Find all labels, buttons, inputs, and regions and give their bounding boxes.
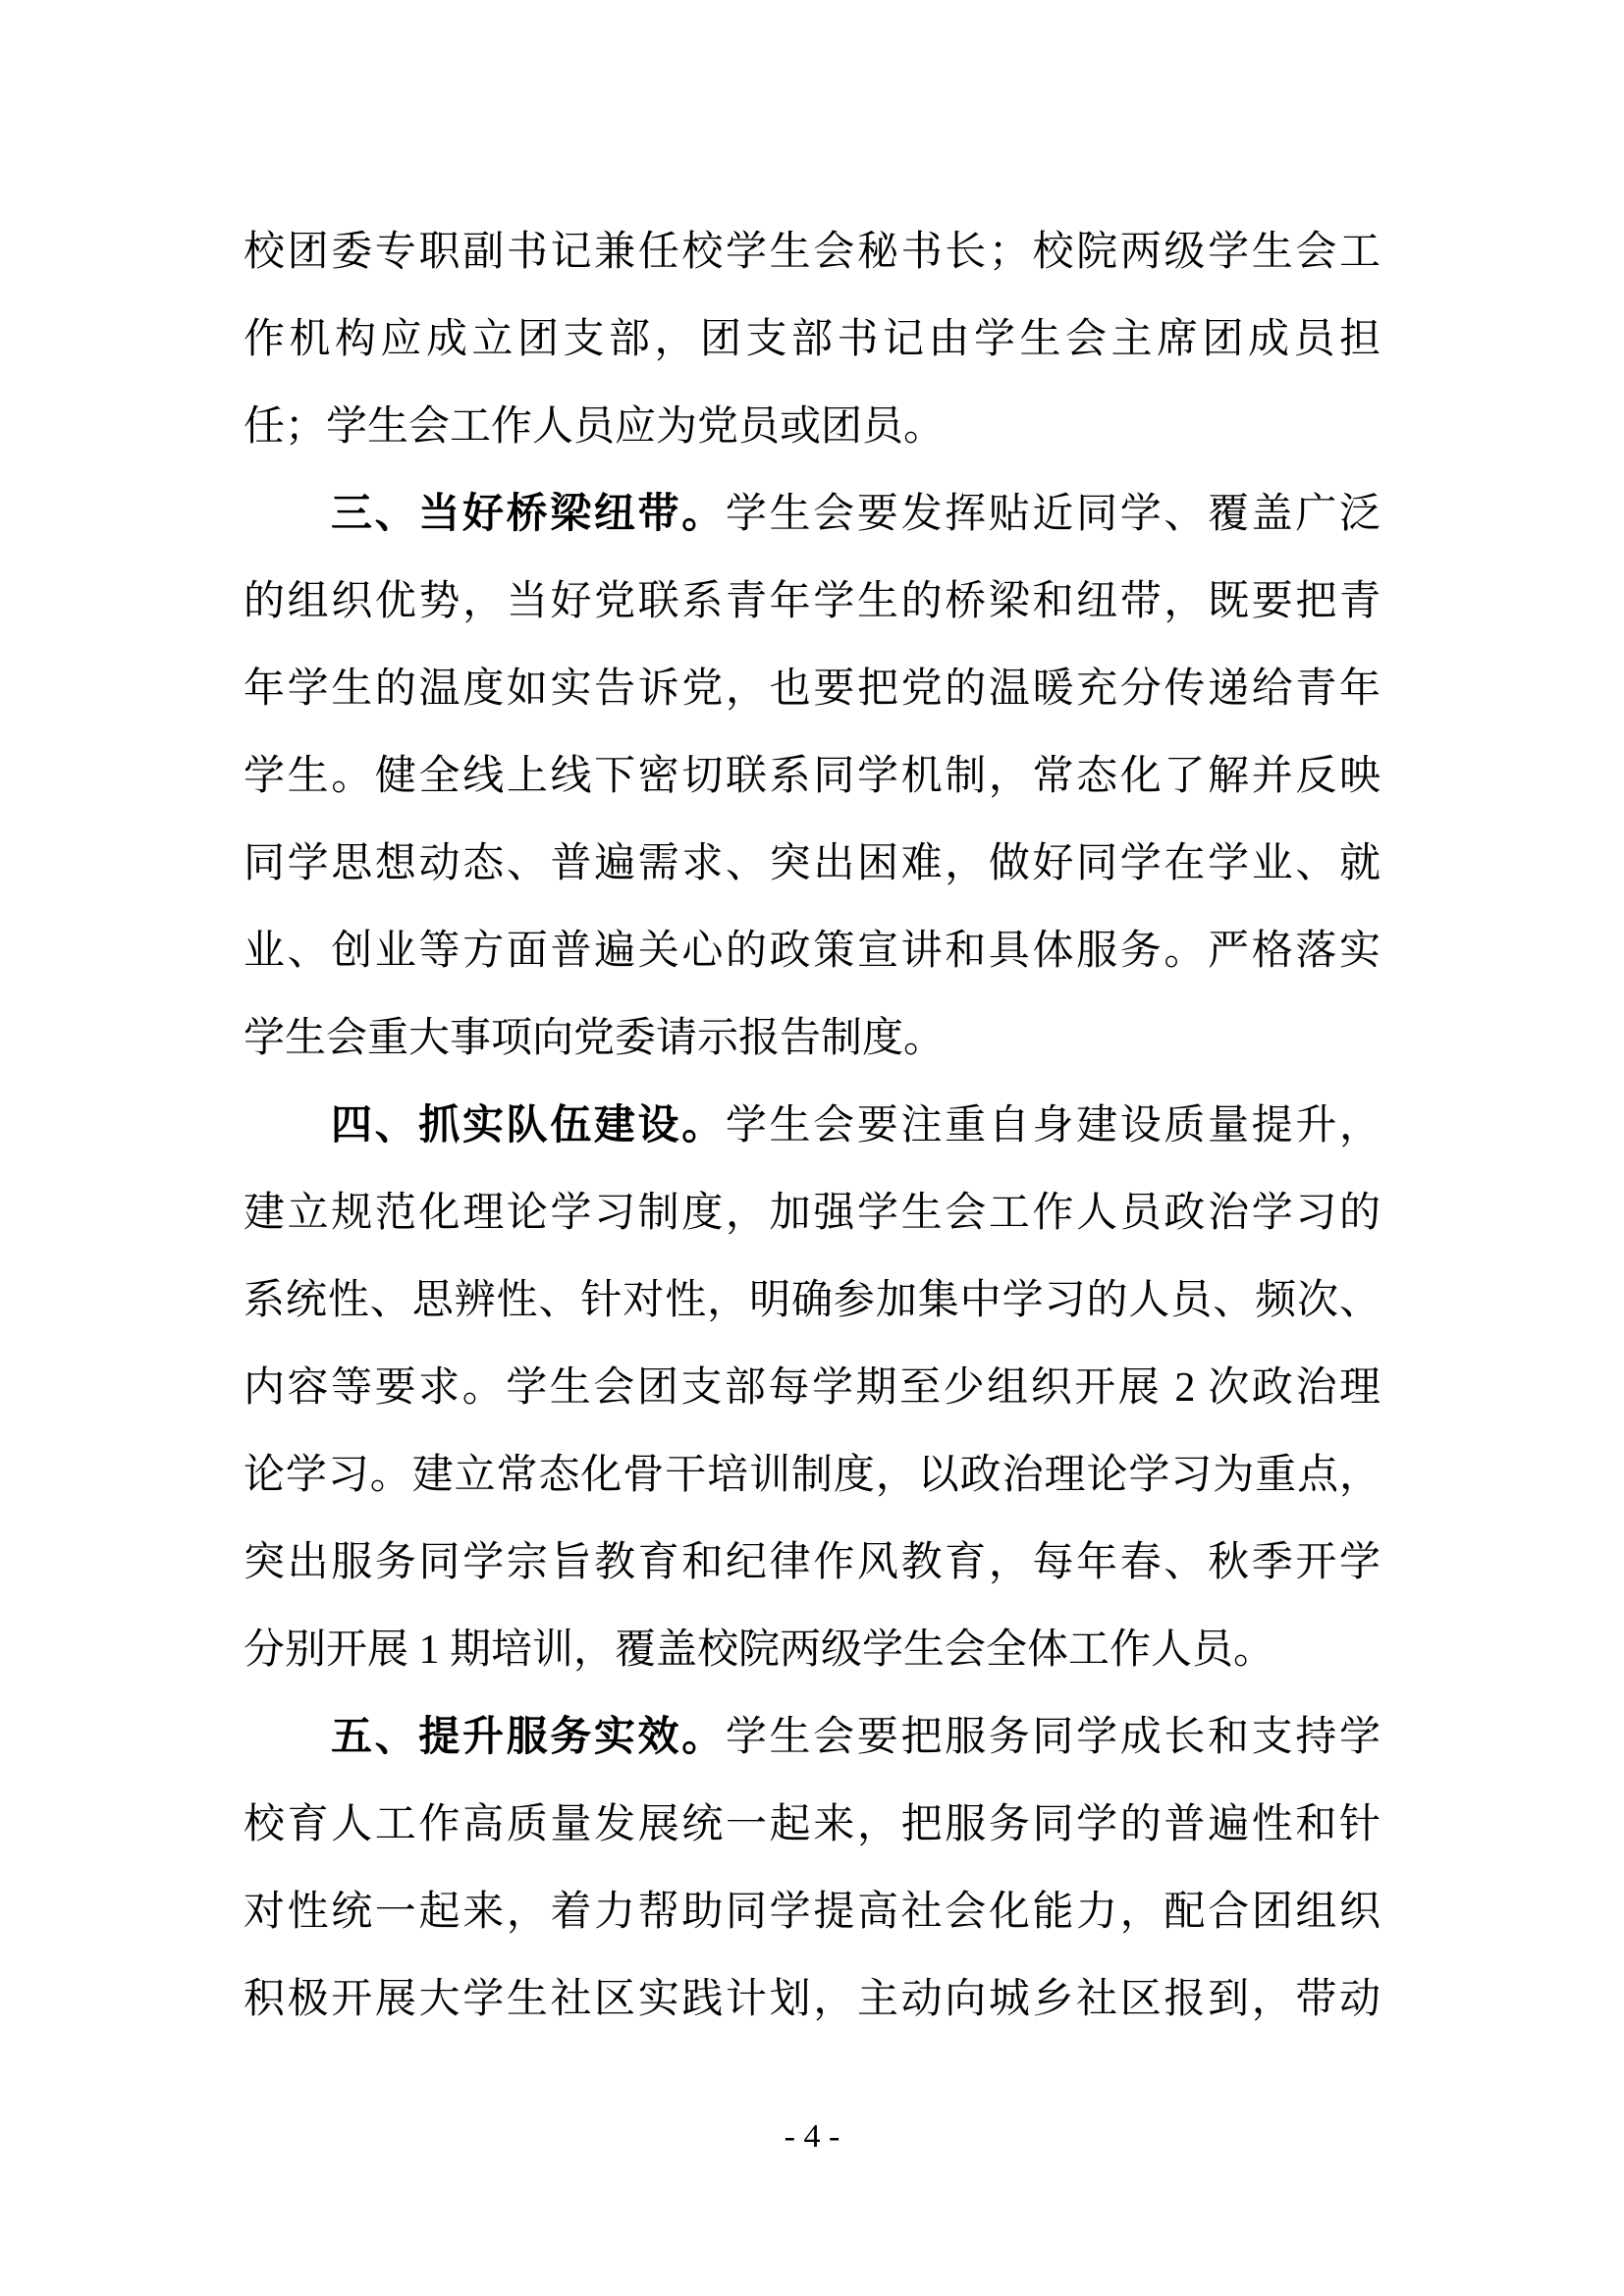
line-text: 论学习。建立常态化骨干培训制度，以政治理论学习为重点，: [244, 1453, 1380, 1498]
line-text: 对性统一起来，着力帮助同学提高社会化能力，配合团组织: [244, 1890, 1380, 1935]
section-heading: 四、抓实队伍建设。: [331, 1103, 726, 1148]
line-text: 学生会要把服务同学成长和支持学: [725, 1715, 1380, 1760]
body-line: [244, 995, 1380, 1083]
body-line: [244, 646, 1380, 733]
line-text: 业、创业等方面普遍关心的政策宣讲和具体服务。严格落实: [244, 929, 1380, 974]
body-line: [244, 384, 1380, 471]
section-heading: 三、当好桥梁纽带。: [331, 492, 726, 537]
body-line: [244, 1782, 1380, 1869]
body-line: [244, 1170, 1380, 1257]
body-line: [244, 559, 1380, 646]
line-text: 系统性、思辨性、针对性，明确参加集中学习的人员、频次、: [244, 1278, 1380, 1323]
line-text: 的组织优势，当好党联系青年学生的桥梁和纽带，既要把青: [244, 579, 1380, 624]
line-text: 建立规范化理论学习制度，加强学生会工作人员政治学习的: [244, 1191, 1380, 1236]
page-footer: [0, 2117, 1624, 2157]
line-text: 积极开展大学生社区实践计划，主动向城乡社区报到，带动: [244, 1977, 1380, 2022]
body-line: [244, 908, 1380, 995]
body-line: [244, 1694, 1380, 1782]
body-line: [244, 1520, 1380, 1607]
section-heading: 五、提升服务实效。: [331, 1715, 726, 1760]
body-line: [244, 471, 1380, 559]
body-line: [244, 1257, 1380, 1345]
line-text: 任；学生会工作人员应为党员或团员。: [244, 404, 946, 450]
body-line: [244, 1432, 1380, 1520]
line-text: 作机构应成立团支部，团支部书记由学生会主席团成员担: [244, 317, 1380, 362]
body-line: [244, 1956, 1380, 2044]
line-text: 校育人工作高质量发展统一起来，把服务同学的普遍性和针: [244, 1802, 1380, 1847]
body-line: [244, 209, 1380, 296]
body-line: [244, 296, 1380, 384]
line-text: 年学生的温度如实告诉党，也要把党的温暖充分传递给青年: [244, 667, 1380, 712]
body-line: [244, 821, 1380, 908]
line-text: 学生会要注重自身建设质量提升，: [725, 1103, 1380, 1148]
body-line: [244, 733, 1380, 821]
page-number: - 4 -: [784, 2118, 840, 2155]
body-line: [244, 1607, 1380, 1694]
body-line: [244, 1345, 1380, 1432]
line-text: 分别开展 1 期培训，覆盖校院两级学生会全体工作人员。: [244, 1628, 1275, 1673]
line-text: 同学思想动态、普遍需求、突出困难，做好同学在学业、就: [244, 841, 1380, 886]
line-text: 学生。健全线上线下密切联系同学机制，常态化了解并反映: [244, 754, 1380, 799]
line-text: 学生会要发挥贴近同学、覆盖广泛: [725, 492, 1380, 537]
document-body: [244, 209, 1380, 2044]
line-text: 校团委专职副书记兼任校学生会秘书长；校院两级学生会工: [244, 230, 1380, 275]
line-text: 突出服务同学宗旨教育和纪律作风教育，每年春、秋季开学: [244, 1540, 1380, 1585]
body-line: [244, 1869, 1380, 1956]
body-line: [244, 1083, 1380, 1170]
line-text: 学生会重大事项向党委请示报告制度。: [244, 1016, 946, 1061]
line-text: 内容等要求。学生会团支部每学期至少组织开展 2 次政治理: [244, 1365, 1380, 1411]
